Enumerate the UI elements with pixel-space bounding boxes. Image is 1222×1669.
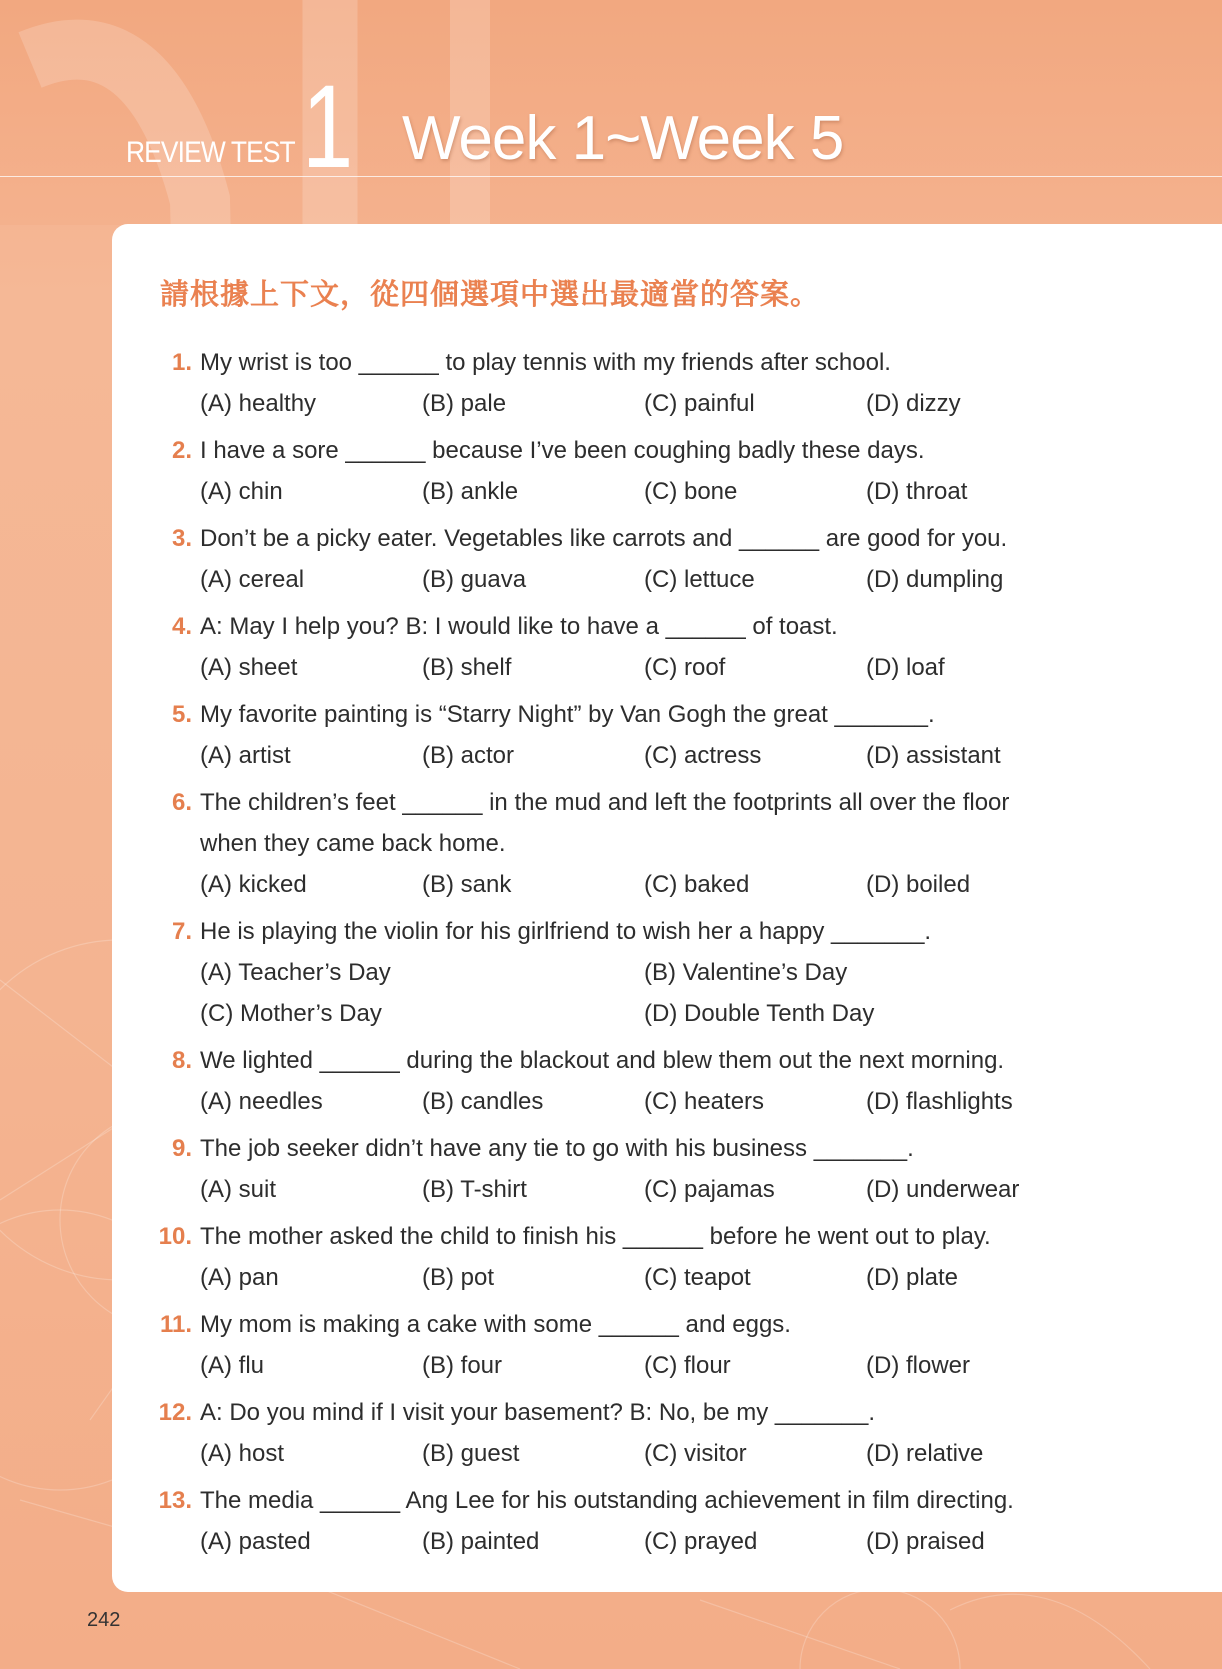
answer-option[interactable]: (D) plate [866,1264,959,1291]
question-text: We lighted ______ during the blackout and blew them out the next morning. [200,1047,1005,1074]
answer-option[interactable]: (C) prayed [644,1528,758,1555]
answer-option[interactable]: (B) T-shirt [422,1176,527,1203]
answer-option[interactable]: (C) flour [644,1352,731,1379]
question-line [150,1480,1200,1521]
question-text: My mom is making a cake with some ______ and eggs. [200,1311,791,1338]
question-text: The media ______ Ang Lee for his outstanding achievement in film directing. [200,1487,1014,1514]
question-number: 12. [158,1399,192,1426]
question-item [150,1128,1200,1216]
answer-option[interactable]: (C) roof [644,654,726,681]
answer-option[interactable]: (D) Double Tenth Day [644,1000,875,1027]
question-text: The children’s feet ______ in the mud and left the footprints all over the floor [200,789,1010,816]
answer-option[interactable]: (B) pale [422,390,507,417]
question-number: 6. [171,789,192,816]
options-row [150,993,1200,1034]
answer-option[interactable]: (C) painful [644,390,755,417]
answer-option[interactable]: (A) Teacher’s Day [200,959,391,986]
answer-option[interactable]: (A) needles [200,1088,323,1115]
answer-option[interactable]: (B) pot [422,1264,495,1291]
question-text: Don’t be a picky eater. Vegetables like carrots and ______ are good for you. [200,525,1008,552]
answer-option[interactable]: (A) chin [200,478,283,505]
options-row [150,1521,1200,1562]
question-item [150,1040,1200,1128]
answer-option[interactable]: (C) lettuce [644,566,755,593]
answer-option[interactable]: (D) flower [866,1352,971,1379]
question-item [150,342,1200,430]
answer-option[interactable]: (B) ankle [422,478,519,505]
question-number: 10. [158,1223,192,1250]
options-row [150,383,1200,424]
question-text: The job seeker didn’t have any tie to go with his business _______. [200,1135,914,1162]
answer-option[interactable]: (A) flu [200,1352,265,1379]
question-number: 5. [171,701,192,728]
review-test-label: REVIEW TEST [126,136,295,169]
question-number: 4. [171,613,192,640]
answer-option[interactable]: (D) praised [866,1528,985,1555]
question-line [150,911,1200,952]
answer-option[interactable]: (A) kicked [200,871,307,898]
question-item [150,1480,1200,1568]
question-text: The mother asked the child to finish his ______ before he went out to play. [200,1223,991,1250]
question-text: when they came back home. [200,830,506,857]
options-row [150,559,1200,600]
question-line [150,1392,1200,1433]
answer-option[interactable]: (C) pajamas [644,1176,775,1203]
question-line [150,1304,1200,1345]
question-line [150,782,1200,823]
options-row [150,1345,1200,1386]
question-line [150,1128,1200,1169]
question-number: 8. [171,1047,192,1074]
answer-option[interactable]: (B) candles [422,1088,544,1115]
question-text: My wrist is too ______ to play tennis with my friends after school. [200,349,891,376]
answer-option[interactable]: (C) Mother’s Day [200,1000,382,1027]
question-item [150,1304,1200,1392]
question-item [150,911,1200,1040]
answer-option[interactable]: (D) flashlights [866,1088,1013,1115]
question-text: A: May I help you? B: I would like to have a ______ of toast. [200,613,838,640]
question-text: He is playing the violin for his girlfriend to wish her a happy _______. [200,918,932,945]
answer-option[interactable]: (A) healthy [200,390,317,417]
question-number: 11. [159,1311,192,1338]
answer-option[interactable]: (D) dumpling [866,566,1004,593]
options-row [150,1257,1200,1298]
question-number: 9. [171,1135,192,1162]
answer-option[interactable]: (B) guest [422,1440,520,1467]
answer-option[interactable]: (B) actor [422,742,515,769]
question-line [150,606,1200,647]
answer-option[interactable]: (A) cereal [200,566,305,593]
answer-option[interactable]: (D) throat [866,478,968,505]
question-line [150,518,1200,559]
answer-option[interactable]: (B) shelf [422,654,512,681]
answer-option[interactable]: (C) visitor [644,1440,747,1467]
page-title: Week 1~Week 5 [402,104,844,173]
question-item [150,694,1200,782]
question-line [150,1040,1200,1081]
instructions-heading: 請根據上下文，從四個選項中選出最適當的答案。 [160,277,821,311]
answer-option[interactable]: (C) bone [644,478,738,505]
answer-option[interactable]: (C) heaters [644,1088,765,1115]
question-list [150,342,1200,1568]
question-item [150,1392,1200,1480]
question-text: A: Do you mind if I visit your basement? B: No, be my _______. [200,1399,875,1426]
question-line [150,823,1200,864]
answer-option[interactable]: (D) underwear [866,1176,1020,1203]
answer-option[interactable]: (B) four [422,1352,503,1379]
answer-option[interactable]: (A) artist [200,742,291,769]
question-number: 2. [171,437,192,464]
answer-option[interactable]: (A) pan [200,1264,279,1291]
answer-option[interactable]: (D) boiled [866,871,971,898]
question-number: 7. [171,918,192,945]
options-row [150,1169,1200,1210]
question-number: 3. [171,525,192,552]
question-number: 13. [158,1487,192,1514]
question-item [150,782,1200,911]
options-row [150,1081,1200,1122]
answer-option[interactable]: (D) dizzy [866,390,961,417]
question-text: I have a sore ______ because I’ve been coughing badly these days. [200,437,925,464]
question-line [150,342,1200,383]
answer-option[interactable]: (A) pasted [200,1528,311,1555]
answer-option[interactable]: (A) suit [200,1176,277,1203]
question-number: 1. [171,349,192,376]
options-row [150,647,1200,688]
question-line [150,430,1200,471]
question-item [150,430,1200,518]
options-row [150,952,1200,993]
options-row [150,471,1200,512]
answer-option[interactable]: (A) host [200,1440,285,1467]
answer-option[interactable]: (D) relative [866,1440,984,1467]
options-row [150,735,1200,776]
answer-option[interactable]: (C) baked [644,871,750,898]
test-number: 1 [302,61,354,193]
question-text: My favorite painting is “Starry Night” by Van Gogh the great _______. [200,701,935,728]
answer-option[interactable]: (C) actress [644,742,762,769]
question-item [150,518,1200,606]
answer-option[interactable]: (D) assistant [866,742,1001,769]
answer-option[interactable]: (B) Valentine’s Day [644,959,848,986]
question-line [150,1216,1200,1257]
answer-option[interactable]: (D) loaf [866,654,945,681]
answer-option[interactable]: (A) sheet [200,654,298,681]
header-divider [0,176,1222,177]
answer-option[interactable]: (B) sank [422,871,512,898]
answer-option[interactable]: (C) teapot [644,1264,751,1291]
question-line [150,694,1200,735]
options-row [150,1433,1200,1474]
question-item [150,1216,1200,1304]
options-row [150,864,1200,905]
answer-option[interactable]: (B) painted [422,1528,540,1555]
page-number: 242 [87,1609,121,1631]
question-item [150,606,1200,694]
answer-option[interactable]: (B) guava [422,566,527,593]
